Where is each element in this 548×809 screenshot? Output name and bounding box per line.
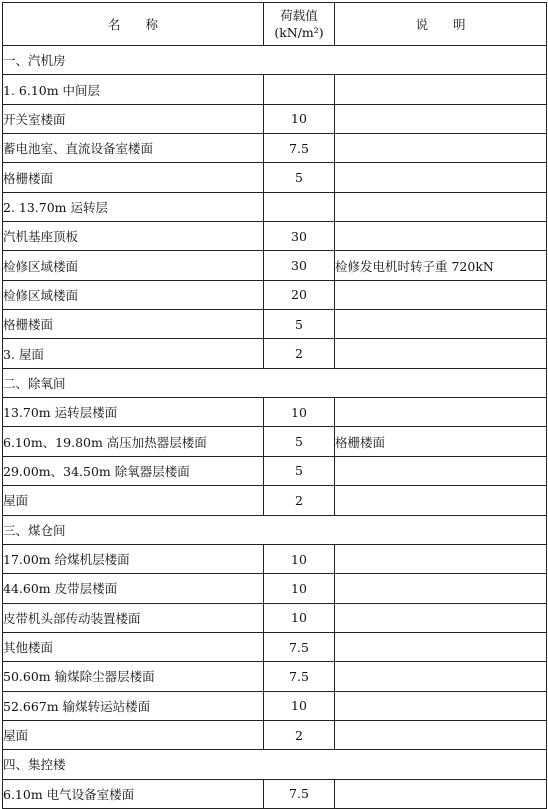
- table-row: [3, 486, 547, 515]
- section-title: 一、汽机房: [3, 46, 547, 75]
- load-value: 10: [264, 544, 335, 573]
- header-load-unit: (kN/m²): [274, 25, 324, 40]
- note-cell: 格栅楼面: [335, 427, 547, 456]
- item-name: 52.667m 输煤转运站楼面: [3, 691, 264, 720]
- table-row: [3, 427, 547, 456]
- note-cell: [335, 720, 547, 749]
- item-name: 屋面: [3, 720, 264, 749]
- header-load: [264, 3, 335, 46]
- note-cell: [335, 75, 547, 104]
- note-cell: [335, 163, 547, 192]
- note-cell: [335, 339, 547, 368]
- item-name: 其他楼面: [3, 632, 264, 661]
- item-name: 3. 屋面: [3, 339, 264, 368]
- load-value: 10: [264, 691, 335, 720]
- load-value: 10: [264, 603, 335, 632]
- load-value: 5: [264, 427, 335, 456]
- item-name: 检修区域楼面: [3, 280, 264, 309]
- load-value: 5: [264, 456, 335, 485]
- section-row: [3, 46, 547, 75]
- header-name: 名 称: [3, 3, 264, 46]
- load-value: [264, 192, 335, 221]
- load-value: 30: [264, 251, 335, 280]
- load-value: 30: [264, 222, 335, 251]
- note-cell: [335, 134, 547, 163]
- item-name: 6.10m、19.80m 高压加热器层楼面: [3, 427, 264, 456]
- table-row: [3, 104, 547, 133]
- table-row: [3, 720, 547, 749]
- header-row: [3, 3, 547, 46]
- table-row: [3, 163, 547, 192]
- table-row: [3, 339, 547, 368]
- item-name: 检修区域楼面: [3, 251, 264, 280]
- load-value: 7.5: [264, 632, 335, 661]
- section-title: 三、煤仓间: [3, 515, 547, 544]
- note-cell: [335, 310, 547, 339]
- note-cell: [335, 456, 547, 485]
- load-value: [264, 75, 335, 104]
- item-name: 6.10m 电气设备室楼面: [3, 779, 264, 808]
- note-cell: [335, 662, 547, 691]
- load-value: 5: [264, 310, 335, 339]
- item-name: 44.60m 皮带层楼面: [3, 574, 264, 603]
- load-value: 7.5: [264, 134, 335, 163]
- note-cell: [335, 544, 547, 573]
- table-row: [3, 75, 547, 104]
- load-table: [2, 2, 547, 809]
- section-row: [3, 515, 547, 544]
- section-title: 四、集控楼: [3, 750, 547, 779]
- item-name: 2. 13.70m 运转层: [3, 192, 264, 221]
- note-cell: [335, 574, 547, 603]
- note-cell: [335, 603, 547, 632]
- table-row: [3, 632, 547, 661]
- section-row: [3, 750, 547, 779]
- item-name: 1. 6.10m 中间层: [3, 75, 264, 104]
- note-cell: [335, 280, 547, 309]
- table-row: [3, 662, 547, 691]
- item-name: 格栅楼面: [3, 310, 264, 339]
- item-name: 17.00m 给煤机层楼面: [3, 544, 264, 573]
- table-row: [3, 398, 547, 427]
- item-name: 皮带机头部传动装置楼面: [3, 603, 264, 632]
- note-cell: [335, 691, 547, 720]
- header-load-title: 荷载值: [280, 8, 318, 23]
- note-cell: [335, 222, 547, 251]
- table-row: [3, 603, 547, 632]
- load-value: 5: [264, 163, 335, 192]
- section-row: [3, 368, 547, 397]
- load-value: 10: [264, 104, 335, 133]
- table-row: [3, 280, 547, 309]
- item-name: 蓄电池室、直流设备室楼面: [3, 134, 264, 163]
- table-row: [3, 251, 547, 280]
- table-row: [3, 134, 547, 163]
- load-value: 2: [264, 339, 335, 368]
- table-row: [3, 691, 547, 720]
- load-value: 2: [264, 720, 335, 749]
- item-name: 13.70m 运转层楼面: [3, 398, 264, 427]
- table-row: [3, 574, 547, 603]
- load-value: 10: [264, 574, 335, 603]
- load-value: 2: [264, 486, 335, 515]
- note-cell: [335, 104, 547, 133]
- section-title: 二、除氧间: [3, 368, 547, 397]
- item-name: 29.00m、34.50m 除氧器层楼面: [3, 456, 264, 485]
- table-row: [3, 192, 547, 221]
- item-name: 屋面: [3, 486, 264, 515]
- table-row: [3, 779, 547, 808]
- note-cell: [335, 779, 547, 808]
- header-note: 说 明: [335, 3, 547, 46]
- note-cell: [335, 192, 547, 221]
- item-name: 格栅楼面: [3, 163, 264, 192]
- table-body: [3, 46, 547, 809]
- table-row: [3, 310, 547, 339]
- note-cell: [335, 398, 547, 427]
- item-name: 汽机基座顶板: [3, 222, 264, 251]
- note-cell: [335, 486, 547, 515]
- note-cell: [335, 632, 547, 661]
- table-row: [3, 544, 547, 573]
- item-name: 开关室楼面: [3, 104, 264, 133]
- table-row: [3, 456, 547, 485]
- note-cell: 检修发电机时转子重 720kN: [335, 251, 547, 280]
- load-value: 20: [264, 280, 335, 309]
- item-name: 50.60m 输煤除尘器层楼面: [3, 662, 264, 691]
- load-value: 10: [264, 398, 335, 427]
- load-value: 7.5: [264, 662, 335, 691]
- load-value: 7.5: [264, 779, 335, 808]
- table-row: [3, 222, 547, 251]
